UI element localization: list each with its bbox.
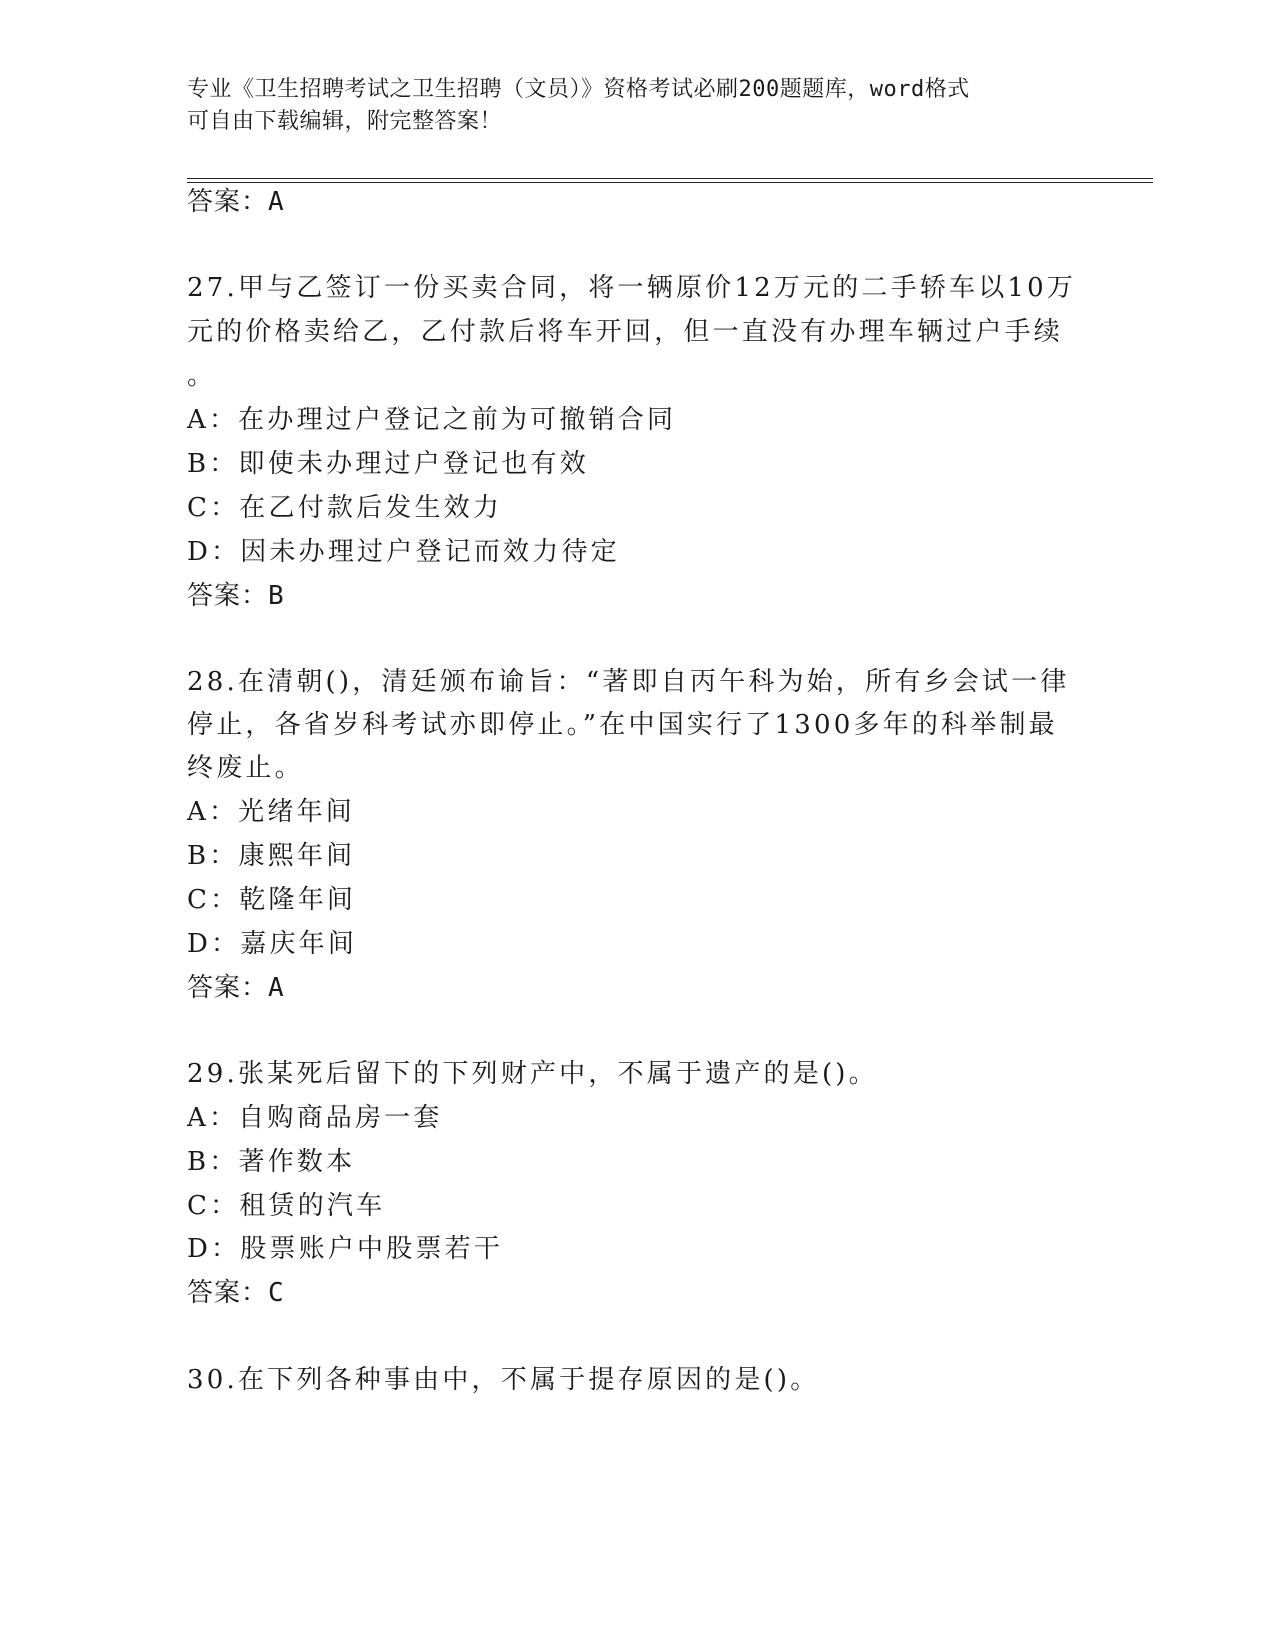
question-27-line-3: 。 — [187, 361, 217, 391]
header-divider-bottom — [187, 182, 1153, 183]
question-27-line-1: 27.甲与乙签订一份买卖合同，将一辆原价12万元的二手轿车以10万 — [187, 273, 1077, 303]
question-28-option-a: A：光绪年间 — [187, 797, 355, 827]
question-28-line-1: 28.在清朝()，清廷颁布谕旨：“著即自丙午科为始，所有乡会试一律 — [187, 667, 1070, 697]
question-28-line-3: 终废止。 — [187, 753, 304, 783]
question-30-line-1: 30.在下列各种事由中，不属于提存原因的是()。 — [187, 1365, 820, 1395]
question-28-option-c: C：乾隆年间 — [187, 885, 357, 915]
question-27-option-c: C：在乙付款后发生效力 — [187, 493, 503, 523]
question-29-option-c: C：租赁的汽车 — [187, 1191, 386, 1221]
question-27-option-a: A：在办理过户登记之前为可撤销合同 — [187, 405, 677, 435]
answer-27: 答案：B — [187, 581, 285, 611]
header-line-1: 专业《卫生招聘考试之卫生招聘（文员）》资格考试必刷200题题库，word格式 — [187, 77, 970, 102]
question-28-option-b: B：康熙年间 — [187, 841, 356, 871]
answer-28: 答案：A — [187, 973, 285, 1003]
question-27-option-b: B：即使未办理过户登记也有效 — [187, 449, 589, 479]
header-line-2: 可自由下载编辑，附完整答案！ — [187, 109, 503, 134]
question-29-option-a: A：自购商品房一套 — [187, 1103, 443, 1133]
question-29-line-1: 29.张某死后留下的下列财产中，不属于遗产的是()。 — [187, 1059, 878, 1089]
question-28-option-d: D：嘉庆年间 — [187, 929, 358, 959]
question-27-line-2: 元的价格卖给乙，乙付款后将车开回，但一直没有办理车辆过户手续 — [187, 317, 1064, 347]
document-header — [187, 74, 1087, 138]
answer-26: 答案：A — [187, 187, 285, 217]
question-29-option-d: D：股票账户中股票若干 — [187, 1234, 504, 1264]
question-28-line-2: 停止，各省岁科考试亦即停止。”在中国实行了1300多年的科举制最 — [187, 710, 1058, 740]
question-27-option-d: D：因未办理过户登记而效力待定 — [187, 537, 620, 567]
header-divider-top — [187, 178, 1153, 179]
answer-29: 答案：C — [187, 1278, 285, 1308]
question-29-option-b: B：著作数本 — [187, 1147, 356, 1177]
